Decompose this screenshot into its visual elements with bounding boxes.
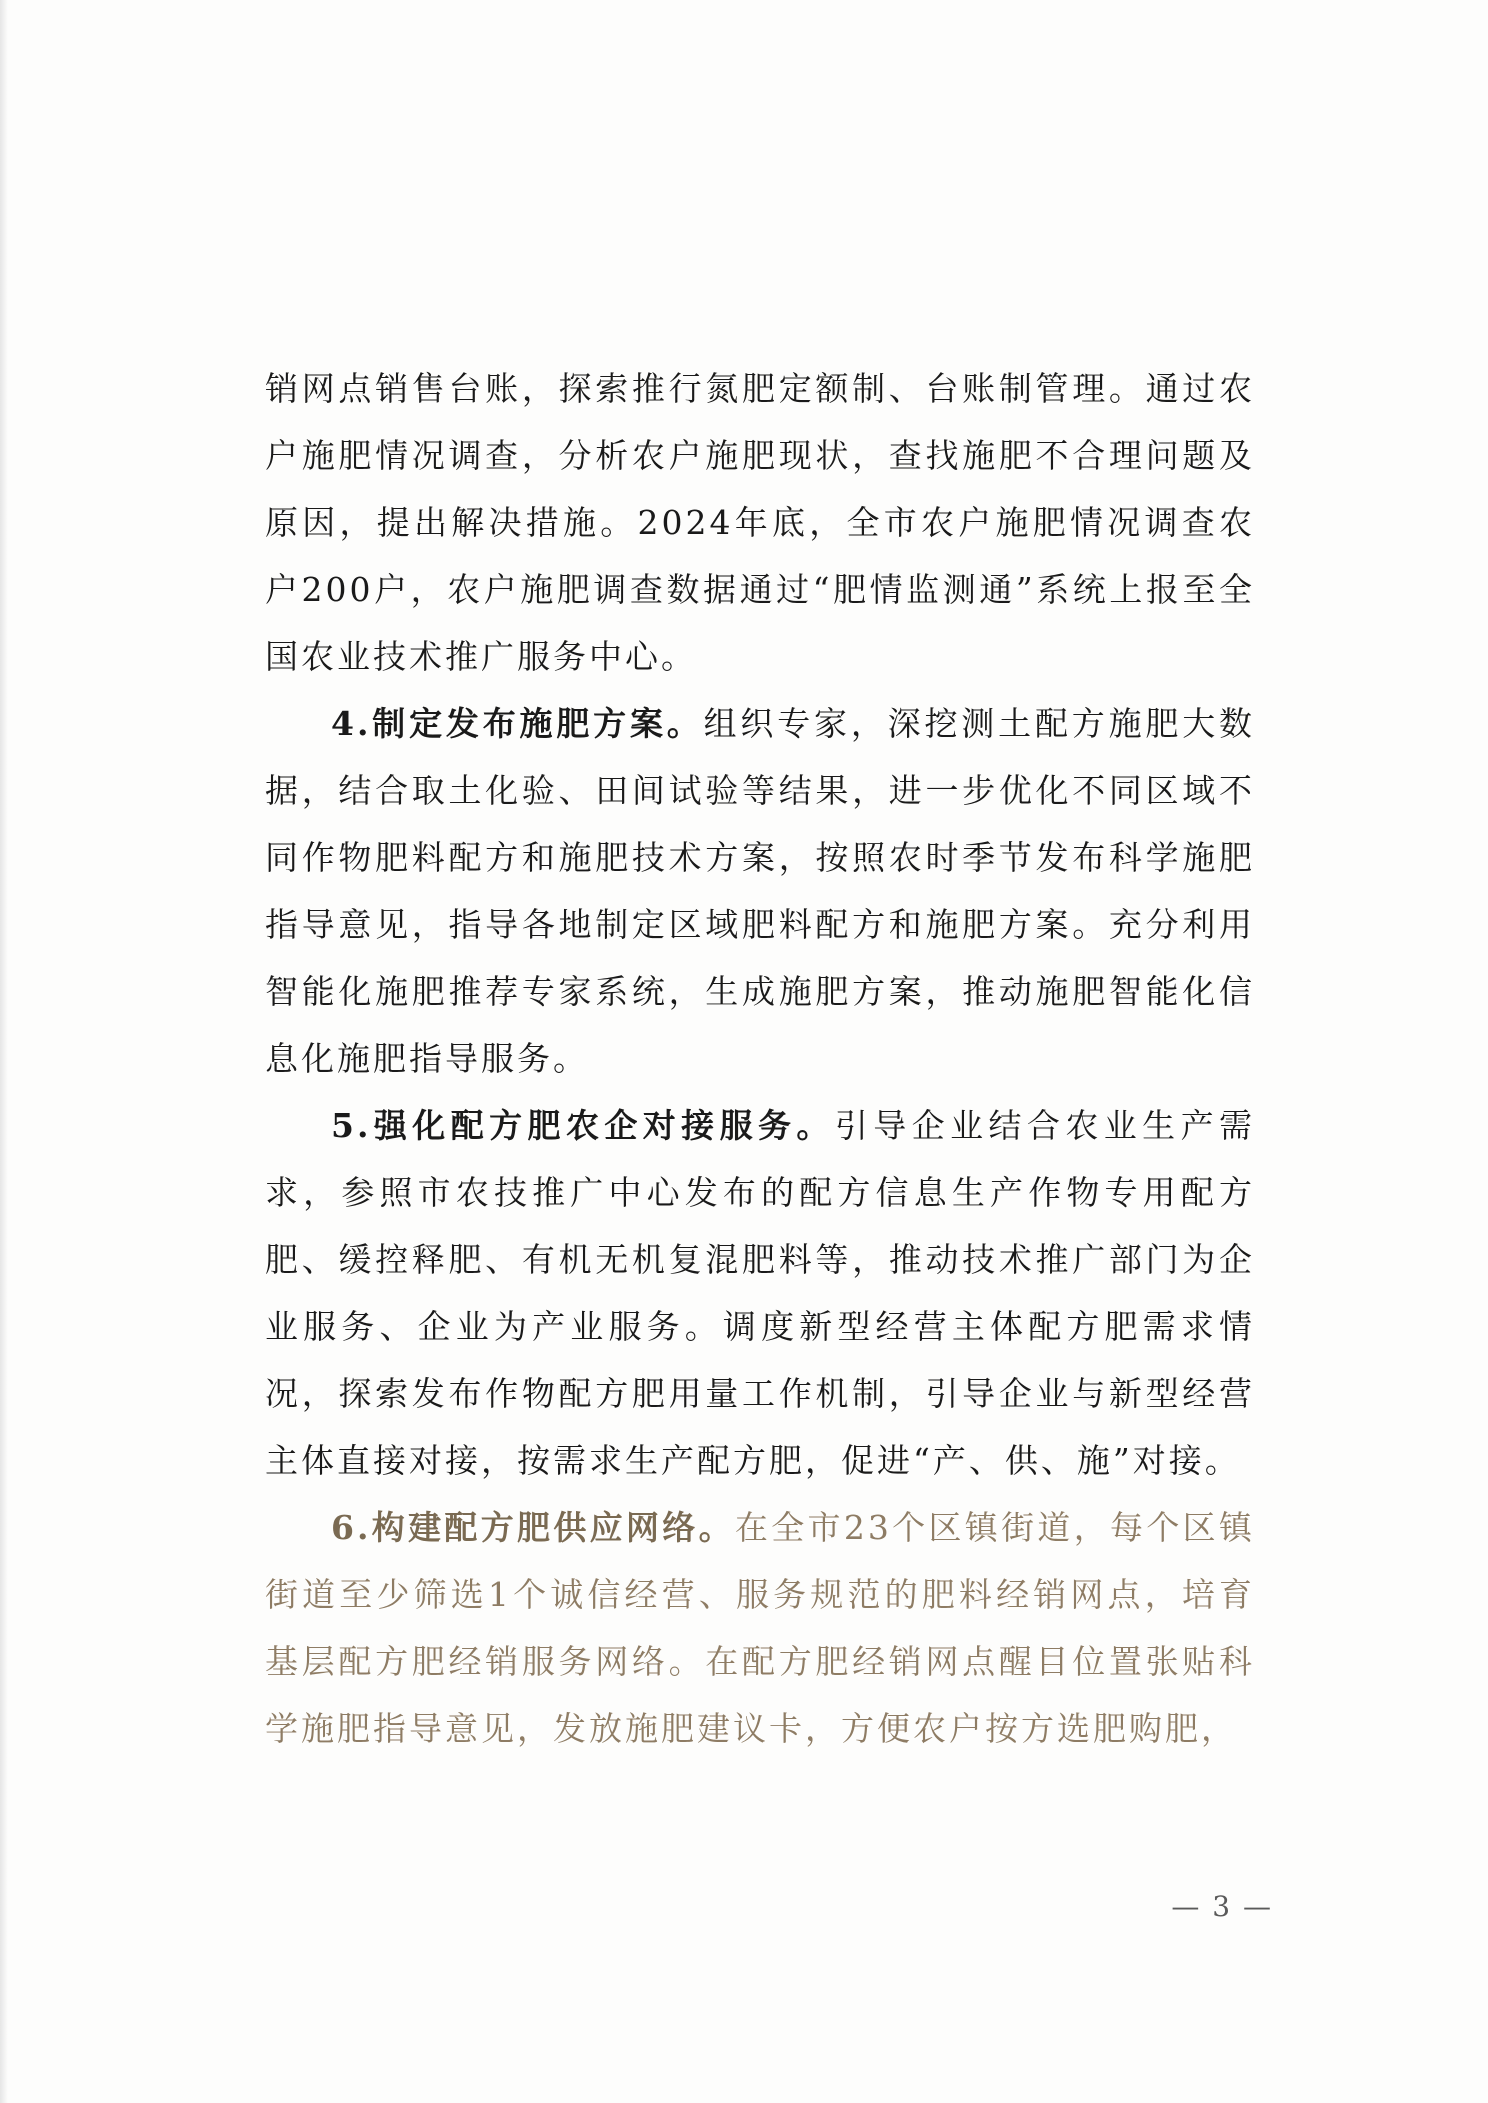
paragraph-text: 销网点销售台账，探索推行氮肥定额制、台账制管理。通过农户施肥情况调查，分析农户施肥现状，查找施肥不合理问题及原因，提出解决措施。2024年底，全市农户施肥情况调查农户200户，农户施肥调查数据通过“肥情监测通”系统上报至全国农业技术推广服务中心。 — [265, 369, 1255, 676]
paragraph-heading: 4.制定发布施肥方案。 — [331, 704, 704, 743]
paragraph-supply-network — [265, 1494, 1255, 1762]
paragraph-heading: 5.强化配方肥农企对接服务。 — [331, 1106, 835, 1145]
page-number: — 3 — — [1171, 1890, 1273, 1923]
paragraph-fertilization-plan — [265, 690, 1255, 1092]
paragraph-continuation — [265, 355, 1255, 690]
paragraph-text: 引导企业结合农业生产需求，参照市农技推广中心发布的配方信息生产作物专用配方肥、缓控释肥、有机无机复混肥料等，推动技术推广部门为企业服务、企业为产业服务。调度新型经营主体配方肥需求情况，探索发布作物配方肥用量工作机制，引导企业与新型经营主体直接对接，按需求生产配方肥，促进“产、供、施”对接。 — [265, 1106, 1256, 1480]
scan-edge — [0, 0, 8, 2103]
paragraph-enterprise-service — [265, 1092, 1255, 1494]
paragraph-text: 在全市23个区镇街道，每个区镇街道至少筛选1个诚信经营、服务规范的肥料经销网点，培育基层配方肥经销服务网络。在配方肥经销网点醒目位置张贴科学施肥指导意见，发放施肥建议卡，方便农户按方选肥购肥， — [265, 1508, 1256, 1748]
paragraph-text: 组织专家，深挖测土配方施肥大数据，结合取土化验、田间试验等结果，进一步优化不同区域不同作物肥料配方和施肥技术方案，按照农时季节发布科学施肥指导意见，指导各地制定区域肥料配方和施肥方案。充分利用智能化施肥推荐专家系统，生成施肥方案，推动施肥智能化信息化施肥指导服务。 — [265, 704, 1256, 1078]
paragraph-heading: 6.构建配方肥供应网络。 — [331, 1508, 735, 1547]
document-body — [265, 355, 1255, 1762]
